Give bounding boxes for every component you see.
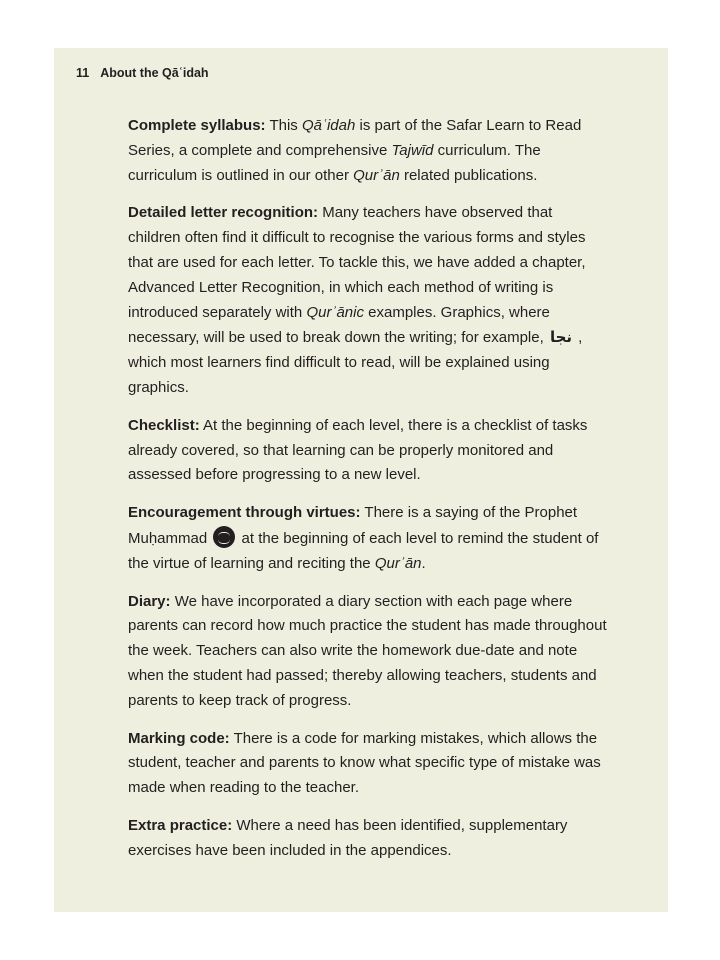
- italic-term: Qurʾān: [353, 166, 400, 184]
- italic-term: Tajwīd: [391, 141, 434, 159]
- page-number: 11: [76, 66, 90, 80]
- section-text: curriculum. The curriculum is outlined in our other: [128, 141, 541, 184]
- book-page: [54, 48, 668, 912]
- section-text: This: [265, 117, 302, 134]
- section-text: There is a code for marking mistakes, which allows the student, teacher and parents to know what specific type of mistake was made when reading to the teacher.: [128, 729, 601, 797]
- italic-term: Qurʾān: [374, 554, 422, 572]
- section-term: Detailed letter recognition:: [128, 204, 319, 222]
- section-term: Extra practice:: [128, 816, 233, 834]
- section-text: There is a saying of the Prophet Muḥammad: [128, 504, 578, 547]
- section-detailed-letter-recognition: [128, 201, 608, 400]
- section-text: .: [421, 554, 426, 572]
- section-encouragement-through-virtues: [128, 501, 608, 576]
- section-term: Checklist:: [128, 416, 200, 434]
- section-diary: [128, 590, 608, 714]
- section-text: examples. Graphics, where necessary, will be used to break down the writing; for example,: [128, 303, 550, 347]
- section-text: We have incorporated a diary section with each page where parents can record how much practice the student has made throughout the week. Teachers can also write the homework due-date and note when the student had passed; thereby allowing teachers, students and parents to keep track of progress.: [128, 592, 607, 709]
- feature-list: [128, 114, 608, 877]
- chapter-title: About the Qāʿidah: [100, 66, 209, 80]
- section-term: Encouragement through virtues:: [128, 504, 361, 522]
- section-marking-code: [128, 727, 608, 801]
- section-text: At the beginning of each level, there is a checklist of tasks already covered, so that learning can be properly monitored and assessed before progressing to a new level.: [128, 416, 588, 484]
- italic-term: Qurʾānic: [306, 303, 364, 321]
- section-text: at the beginning of each level to remind the student of the virtue of learning and reciting the: [128, 529, 599, 572]
- section-term: Complete syllabus:: [128, 117, 266, 134]
- section-text: related publications.: [399, 166, 538, 184]
- italic-term: Qāʿidah: [301, 117, 356, 134]
- section-complete-syllabus: [128, 114, 608, 188]
- section-extra-practice: [128, 814, 608, 864]
- section-text: Where a need has been identified, supplementary exercises have been included in the appendices.: [128, 816, 568, 859]
- section-text: is part of the Safar Learn to Read Series, a complete and comprehensive: [128, 117, 582, 159]
- honorific-seal-icon: [213, 526, 235, 548]
- section-text: Many teachers have observed that children often find it difficult to recognise the various forms and styles that are used for each letter. To tackle this, we have added a chapter, Advanced Letter Recognition, in which each method of writing is introduced separately with: [128, 204, 586, 321]
- section-term: Marking code:: [128, 729, 230, 747]
- section-term: Diary:: [128, 592, 171, 610]
- section-text: , which most learners find difficult to read, will be explained using graphics.: [128, 329, 583, 396]
- arabic-example: نجا: [549, 328, 573, 347]
- section-checklist: [128, 414, 608, 488]
- running-header: [76, 66, 209, 80]
